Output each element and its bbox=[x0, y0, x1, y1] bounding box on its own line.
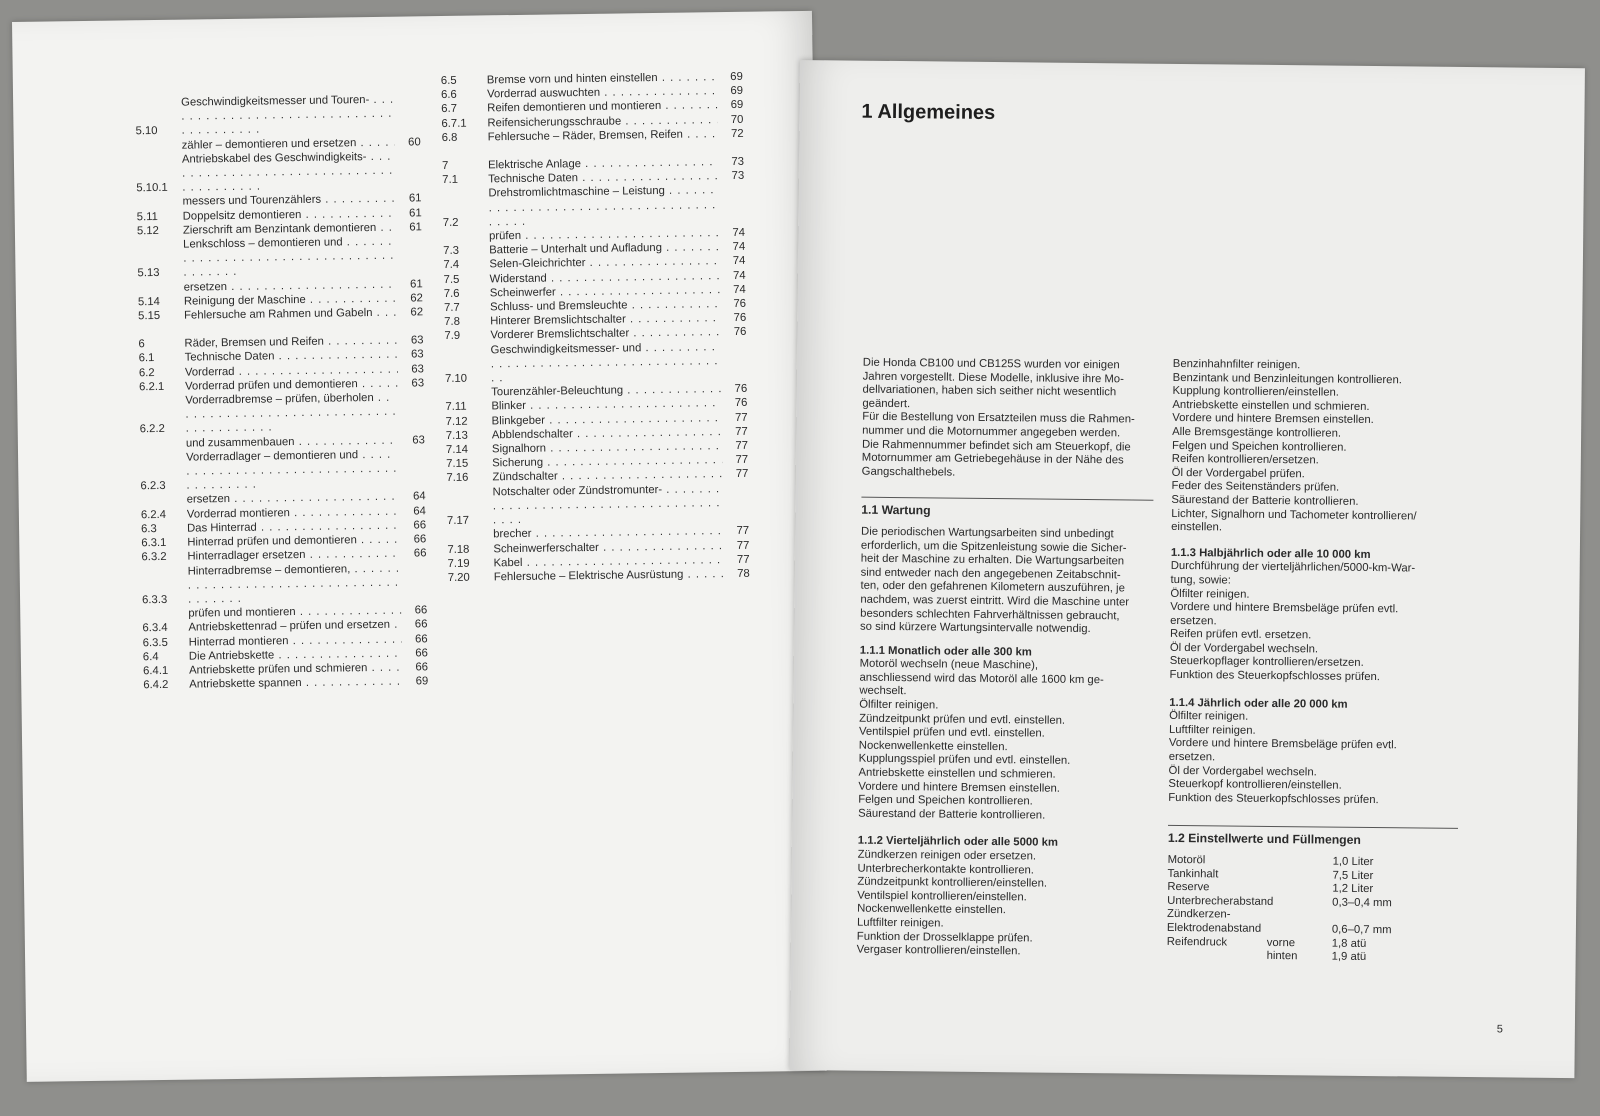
text-line: Zündzeitpunkt kontrollieren/einstellen. bbox=[857, 875, 1048, 890]
spec-sub-label: hinten bbox=[1266, 950, 1298, 963]
text-line: Nockenwellenkette einstellen. bbox=[857, 903, 1007, 917]
text-line: Säurestand der Batterie kontrollieren. bbox=[1171, 493, 1359, 508]
toc-page: 77 bbox=[736, 539, 750, 552]
toc-page: 74 bbox=[732, 226, 746, 239]
text-line: Die Honda CB100 und CB125S wurden vor einigen bbox=[862, 356, 1120, 372]
toc-number: 6.4.1 bbox=[142, 664, 169, 678]
toc-title: Sicherung . . . bbox=[492, 453, 722, 470]
toc-page: 66 bbox=[415, 646, 428, 660]
spec-value: 1,8 atü bbox=[1331, 937, 1367, 950]
text-line: Ventilspiel kontrollieren/einstellen. bbox=[857, 889, 1027, 904]
text-line: besonders schlechten Fahrverhältnissen gebraucht, bbox=[860, 607, 1120, 622]
toc-title: Scheinwerfer . . . bbox=[490, 283, 720, 300]
spec-value: 1,2 Liter bbox=[1332, 882, 1374, 896]
text-line: Reifen kontrollieren/ersetzen. bbox=[1171, 453, 1319, 467]
section-1-1-2-list bbox=[857, 849, 1150, 961]
text-line: heit der Maschine zu erhalten. Die Wartungsarbeiten bbox=[860, 552, 1125, 568]
spec-value: 7,5 Liter bbox=[1332, 869, 1374, 882]
toc-title: Notschalter oder Zündstromunter- . . . bbox=[493, 482, 724, 528]
toc-number: 7.3 bbox=[443, 245, 460, 258]
toc-title: Elektrische Anlage . . . bbox=[488, 155, 718, 172]
toc-row bbox=[447, 481, 750, 528]
text-line: dellvariationen, haben sich seither nicht wesentlich bbox=[862, 383, 1117, 399]
toc-number: 5.15 bbox=[138, 310, 161, 323]
toc-title: Geschwindigkeitsmesser und Touren- . . . bbox=[181, 93, 395, 139]
toc-row bbox=[135, 92, 421, 139]
toc-number: 7 bbox=[441, 159, 449, 173]
text-line: Alle Bremsgestänge kontrollieren. bbox=[1172, 425, 1342, 440]
spec-value: 1,0 Liter bbox=[1332, 855, 1374, 869]
text-line: nachdem, was zuerst eintritt. Wird die Maschine unter bbox=[860, 593, 1130, 609]
text-line: so sind kürzere Wartungsintervalle notwendig. bbox=[860, 620, 1091, 636]
spec-label: Motoröl bbox=[1167, 853, 1206, 867]
text-line: Ventilspiel prüfen und evtl. einstellen. bbox=[858, 725, 1045, 740]
toc-page: 77 bbox=[736, 553, 750, 566]
section-heading-1-1: 1.1 Wartung bbox=[861, 497, 1153, 521]
text-line: Zündkerzen reinigen oder ersetzen. bbox=[857, 848, 1037, 863]
text-line: Funktion des Steuerkopfschlosses prüfen. bbox=[1169, 668, 1381, 684]
toc-number: 6.3.2 bbox=[141, 551, 167, 564]
toc-number: 7.11 bbox=[445, 401, 467, 414]
toc-page: 69 bbox=[415, 675, 429, 688]
toc-number: 7.13 bbox=[445, 429, 468, 442]
toc-page: 66 bbox=[413, 519, 427, 532]
spec-label: Zündkerzen- bbox=[1167, 908, 1231, 921]
toc-page: 77 bbox=[736, 525, 750, 538]
toc-title: Vorderradlager – demontieren und . . . bbox=[186, 448, 400, 494]
toc-number: 6.2 bbox=[138, 366, 155, 379]
toc-number: 6.7 bbox=[441, 103, 458, 116]
toc-title: Reifen demontieren und montieren . . . bbox=[487, 99, 717, 116]
text-line: Felgen und Speichen kontrollieren. bbox=[1171, 439, 1347, 454]
text-line: Antriebskette einstellen und schmieren. bbox=[1172, 398, 1370, 413]
toc-page: 77 bbox=[735, 468, 749, 481]
toc-title: Fehlersuche – Elektrische Ausrüstung . . . bbox=[494, 567, 724, 584]
toc-title: prüfen . . . bbox=[489, 226, 719, 243]
toc-number: 7.10 bbox=[444, 372, 468, 386]
toc-title: Geschwindigkeitsmesser- und . . . bbox=[491, 340, 722, 386]
toc-number: 7.1 bbox=[442, 174, 459, 187]
toc-page: 76 bbox=[733, 297, 747, 311]
section-heading-1-1-2: 1.1.2 Vierteljährlich oder alle 5000 km bbox=[857, 835, 1059, 850]
section-heading-1-2: 1.2 Einstellwerte und Füllmengen bbox=[1168, 825, 1458, 849]
toc-page: 66 bbox=[414, 618, 428, 631]
text-line: Luftfilter reinigen. bbox=[856, 916, 944, 930]
toc-title: Drehstromlichtmaschine – Leistung . . . bbox=[488, 184, 719, 230]
toc-number: 7.15 bbox=[446, 457, 469, 471]
toc-title: Räder, Bremsen und Reifen . . . bbox=[184, 334, 397, 351]
text-line: ersetzen. bbox=[1170, 614, 1217, 628]
text-line: Die periodischen Wartungsarbeiten sind unbedingt bbox=[861, 525, 1114, 541]
toc-title: Das Hinterrad . . . bbox=[187, 519, 400, 536]
toc-title: Widerstand . . . bbox=[490, 269, 720, 286]
chapter-title: 1 Allgemeines bbox=[861, 100, 996, 125]
spec-label: Reserve bbox=[1167, 881, 1210, 894]
spec-label: Reifendruck bbox=[1166, 935, 1228, 949]
toc-row bbox=[139, 390, 425, 437]
toc-title: Vorderer Bremslichtschalter . . . bbox=[490, 326, 720, 343]
right-page bbox=[789, 60, 1585, 1078]
spec-value: 0,6–0,7 mm bbox=[1331, 923, 1392, 937]
toc-title: Technische Daten . . . bbox=[185, 348, 398, 365]
text-line: tung, sowie: bbox=[1170, 573, 1231, 587]
text-line: Felgen und Speichen kontrollieren. bbox=[858, 793, 1033, 808]
toc-title: messers und Tourenzählers . . . bbox=[182, 192, 395, 209]
toc-title: Antriebskette prüfen und schmieren . . . bbox=[189, 661, 402, 678]
section-heading-1-1-1: 1.1.1 Monatlich oder alle 300 km bbox=[859, 644, 1032, 659]
toc-page: 66 bbox=[414, 604, 428, 617]
toc-page: 73 bbox=[731, 155, 745, 168]
toc-row bbox=[442, 183, 745, 230]
toc-number: 7.9 bbox=[444, 330, 461, 343]
toc-title: Hinterer Bremslichtschalter . . . bbox=[490, 311, 720, 328]
toc-page: 66 bbox=[414, 632, 428, 645]
toc-page: 63 bbox=[411, 377, 425, 390]
toc-page: 69 bbox=[730, 85, 744, 98]
spec-label: Unterbrecherabstand bbox=[1167, 894, 1274, 908]
toc-number: 6.2.4 bbox=[140, 508, 167, 521]
toc-number: 6.3.4 bbox=[142, 622, 168, 635]
toc-page: 77 bbox=[735, 454, 749, 467]
toc-page: 77 bbox=[734, 411, 748, 424]
text-line: Motoröl wechseln (neue Maschine), bbox=[859, 657, 1039, 672]
text-line: Kupplung kontrollieren/einstellen. bbox=[1172, 385, 1340, 399]
toc-page: 64 bbox=[413, 504, 426, 518]
toc-title: und zusammenbauen . . . bbox=[186, 433, 399, 450]
toc-number: 7.12 bbox=[445, 415, 468, 428]
toc-title: Selen-Gleichrichter . . . bbox=[489, 255, 719, 272]
toc-row bbox=[137, 234, 423, 281]
toc-page: 62 bbox=[410, 292, 423, 305]
toc-number: 7.18 bbox=[447, 543, 470, 556]
toc-title: Schluss- und Bremsleuchte . . . bbox=[490, 297, 720, 314]
toc-number: 7.8 bbox=[444, 316, 461, 329]
text-line: Luftfilter reinigen. bbox=[1168, 723, 1256, 737]
toc-number: 7.16 bbox=[446, 472, 469, 485]
toc-title: Hinterradlager ersetzen . . . bbox=[187, 547, 400, 564]
toc-number: 5.11 bbox=[136, 210, 158, 223]
toc-title: Die Antriebskette . . . bbox=[189, 646, 402, 663]
toc-page: 77 bbox=[735, 425, 748, 438]
toc-row bbox=[142, 561, 428, 608]
toc-title: Vorderrad . . . bbox=[185, 362, 398, 379]
toc-page: 66 bbox=[415, 661, 429, 674]
text-line: Benzinhahnfilter reinigen. bbox=[1172, 357, 1301, 372]
text-line: Vergaser kontrollieren/einstellen. bbox=[856, 943, 1021, 958]
toc-title: Vorderrad auswuchten . . . bbox=[487, 84, 717, 101]
text-line: Steuerkopflager kontrollieren/ersetzen. bbox=[1169, 655, 1364, 670]
text-line: Säurestand der Batterie kontrollieren. bbox=[858, 807, 1046, 822]
section-1-1-body bbox=[860, 526, 1153, 638]
toc-number: 6.3.5 bbox=[142, 636, 168, 649]
toc-number: 7.20 bbox=[447, 571, 470, 584]
section-heading-1-1-3: 1.1.3 Halbjährlich oder alle 10 000 km bbox=[1170, 546, 1371, 561]
toc-title: Fehlersuche – Räder, Bremsen, Reifen . . . bbox=[488, 127, 718, 144]
spec-label: Tankinhalt bbox=[1167, 867, 1219, 881]
toc-number: 7.14 bbox=[445, 443, 469, 457]
toc-page: 72 bbox=[730, 127, 744, 140]
toc-page: 73 bbox=[731, 170, 745, 183]
toc-number: 7.7 bbox=[443, 301, 460, 315]
text-line: Ölfilter reinigen. bbox=[1169, 710, 1249, 723]
toc-title: Kabel . . . bbox=[494, 553, 724, 570]
toc-row bbox=[136, 149, 422, 196]
toc-number: 6.4 bbox=[142, 650, 159, 663]
text-line: Die Rahmennummer befindet sich am Steuerkopf, die bbox=[861, 438, 1131, 454]
text-line: Motornummer am Getriebegehäuse in der Nähe des bbox=[861, 451, 1124, 467]
text-line: Lichter, Signalhorn und Tachometer kontrollieren/ bbox=[1171, 507, 1417, 523]
spec-sub-label: vorne bbox=[1266, 936, 1296, 949]
toc-number: 5.10.1 bbox=[136, 182, 168, 195]
toc-page: 78 bbox=[737, 567, 750, 580]
text-line: sind entweder nach den angegebenen Zeitabschnit- bbox=[860, 566, 1121, 582]
toc-page: 66 bbox=[413, 547, 427, 560]
toc-number: 6.4.2 bbox=[143, 679, 169, 692]
toc-title: Vorderradbremse – prüfen, überholen . . . bbox=[185, 391, 399, 437]
text-line: Vordere und hintere Bremsen einstellen. bbox=[858, 780, 1061, 795]
toc-page: 63 bbox=[412, 433, 425, 447]
section-1-1-4-list bbox=[1168, 710, 1459, 808]
toc-number: 6.5 bbox=[440, 74, 457, 88]
toc-page: 74 bbox=[732, 241, 746, 254]
text-line: Kupplungsspiel prüfen und evtl. einstellen. bbox=[858, 753, 1071, 768]
toc-number: 6 bbox=[138, 338, 145, 351]
toc-title: Tourenzähler-Beleuchtung . . . bbox=[491, 382, 721, 399]
toc-page: 70 bbox=[730, 113, 744, 126]
toc-title: Batterie – Unterhalt und Aufladung . . . bbox=[489, 240, 719, 257]
toc-number: 6.3.1 bbox=[141, 536, 167, 550]
toc-title: Abblendschalter . . . bbox=[492, 425, 722, 442]
text-line: ten, oder den gefahrenen Kilometern auszuführen, je bbox=[860, 579, 1125, 595]
toc-number: 6.1 bbox=[138, 352, 155, 365]
text-column-1 bbox=[857, 357, 1155, 961]
text-line: Funktion der Drosselklappe prüfen. bbox=[856, 930, 1033, 945]
toc-page: 74 bbox=[733, 283, 746, 296]
toc-title: Reinigung der Maschine . . . bbox=[184, 291, 397, 308]
text-line: anschliessend wird das Motoröl alle 1600 km ge- bbox=[859, 671, 1104, 687]
toc-number: 6.2.3 bbox=[140, 480, 166, 493]
text-line: Öl der Vordergabel prüfen. bbox=[1171, 466, 1305, 481]
spec-label: Elektrodenabstand bbox=[1166, 921, 1262, 935]
toc-title: ersetzen . . . bbox=[187, 490, 400, 507]
toc-number: 7.6 bbox=[443, 287, 460, 300]
toc-title: Bremse vorn und hinten einstellen . . . bbox=[487, 70, 717, 87]
toc-number: 7.19 bbox=[447, 557, 470, 570]
text-line: Antriebskette einstellen und schmieren. bbox=[858, 766, 1056, 781]
text-line: Öl der Vordergabel wechseln. bbox=[1169, 641, 1319, 656]
text-line: Vordere und hintere Bremsen einstellen. bbox=[1172, 412, 1374, 427]
toc-title: Scheinwerferschalter . . . bbox=[493, 539, 723, 556]
text-line: nummer und die Motornummer angegeben werden. bbox=[862, 424, 1121, 440]
toc-page: 66 bbox=[413, 533, 427, 546]
toc-number: 5.13 bbox=[137, 267, 160, 280]
text-line: Reifen prüfen evtl. ersetzen. bbox=[1169, 628, 1312, 642]
left-page bbox=[12, 11, 827, 1082]
toc-title: Antriebskabel des Geschwindigkeits- . . . bbox=[182, 149, 396, 195]
toc-page: 69 bbox=[730, 70, 743, 83]
spec-value: 1,9 atü bbox=[1331, 950, 1367, 964]
text-line: Jahren vorgestellt. Diese Modelle, inklusive ihre Mo- bbox=[862, 370, 1124, 386]
toc-title: Signalhorn . . . bbox=[492, 439, 722, 456]
text-line: Zündzeitpunkt prüfen und evtl. einstellen. bbox=[859, 712, 1066, 727]
toc-title: Hinterrad prüfen und demontieren . . . bbox=[187, 533, 400, 550]
toc-number: 6.7.1 bbox=[441, 117, 467, 130]
toc-page: 64 bbox=[413, 490, 426, 503]
toc-title: brecher . . . bbox=[493, 524, 723, 541]
specs-table bbox=[1167, 854, 1458, 966]
text-column-2 bbox=[1167, 358, 1463, 966]
toc-row bbox=[448, 567, 750, 585]
toc-title: Hinterradbremse – demontieren, . . . bbox=[188, 561, 402, 607]
toc-page: 61 bbox=[409, 206, 422, 220]
toc-page: 77 bbox=[735, 439, 749, 453]
text-line: Ölfilter reinigen. bbox=[859, 698, 939, 712]
toc-row bbox=[143, 674, 428, 692]
toc-title: Antriebskette spannen . . . bbox=[189, 675, 402, 692]
text-line: Gangschalthebels. bbox=[861, 465, 956, 479]
section-1-1-1-list bbox=[858, 658, 1152, 824]
text-line: Funktion des Steuerkopfschlosses prüfen. bbox=[1168, 791, 1379, 806]
toc-number: 6.8 bbox=[441, 131, 458, 144]
toc-page: 76 bbox=[734, 397, 748, 410]
text-line: geändert. bbox=[862, 397, 911, 410]
section-heading-1-1-4: 1.1.4 Jährlich oder alle 20 000 km bbox=[1169, 696, 1348, 711]
toc-title: Doppelsitz demontieren . . . bbox=[183, 206, 396, 223]
toc-title: ersetzen . . . bbox=[184, 277, 397, 294]
text-line: erforderlich, um die Spitzenleistung sowie die Sicher- bbox=[860, 539, 1127, 554]
toc-row bbox=[445, 339, 748, 386]
page-number: 5 bbox=[1496, 1023, 1503, 1036]
toc-title: Reifensicherungsschraube . . . bbox=[487, 113, 717, 130]
spec-label bbox=[1167, 949, 1267, 964]
toc-title: Vorderrad prüfen und demontieren . . . bbox=[185, 377, 398, 394]
toc-number: 7.5 bbox=[443, 273, 460, 286]
toc-title: Zierschrift am Benzintank demontieren . . . bbox=[183, 220, 396, 237]
toc-page: 76 bbox=[733, 312, 747, 325]
toc-title: Hinterrad montieren . . . bbox=[189, 632, 402, 649]
text-line: Nockenwellenkette einstellen. bbox=[858, 739, 1008, 754]
toc-number: 7.17 bbox=[446, 514, 470, 528]
toc-column-left bbox=[135, 92, 428, 692]
toc-title: Blinker . . . bbox=[491, 397, 721, 414]
toc-page: 76 bbox=[734, 383, 748, 396]
text-line: Steuerkopf kontrollieren/einstellen. bbox=[1168, 778, 1342, 792]
toc-number: 5.12 bbox=[136, 224, 160, 238]
text-line: wechselt. bbox=[859, 685, 907, 698]
toc-page: 63 bbox=[411, 348, 424, 361]
toc-number: 6.6 bbox=[440, 89, 457, 102]
toc-number: 6.3 bbox=[141, 522, 157, 536]
text-line: Vordere und hintere Bremsbeläge prüfen evtl. bbox=[1170, 601, 1399, 616]
toc-title: Blinkgeber . . . bbox=[492, 411, 722, 428]
toc-title: Zündschalter . . . bbox=[492, 468, 722, 485]
toc-title: Antriebskettenrad – prüfen und ersetzen . . . bbox=[188, 618, 401, 635]
toc-page: 61 bbox=[410, 277, 423, 291]
toc-title: zähler – demontieren und ersetzen . . . bbox=[182, 135, 395, 152]
toc-title: Lenkschloss – demontieren und . . . bbox=[183, 235, 397, 281]
toc-title: Technische Daten . . . bbox=[488, 169, 718, 186]
toc-number: 6.3.3 bbox=[142, 593, 168, 607]
toc-page: 63 bbox=[410, 334, 424, 347]
text-line: ersetzen. bbox=[1168, 750, 1216, 764]
toc-number: 6.2.2 bbox=[139, 423, 165, 436]
toc-page: 61 bbox=[409, 221, 422, 234]
toc-page: 63 bbox=[411, 362, 424, 376]
toc-page: 61 bbox=[408, 192, 422, 205]
toc-number: 5.14 bbox=[137, 295, 161, 309]
toc-row bbox=[140, 447, 426, 494]
toc-number: 6.2.1 bbox=[139, 380, 165, 394]
maintenance-list-continued bbox=[1171, 358, 1463, 538]
spec-row bbox=[1167, 949, 1457, 966]
text-line: einstellen. bbox=[1171, 521, 1223, 534]
toc-column-right bbox=[441, 70, 750, 585]
text-line: Unterbrecherkontakte kontrollieren. bbox=[857, 862, 1035, 877]
text-line: Ölfilter reinigen. bbox=[1170, 587, 1250, 601]
text-line: Öl der Vordergabel wechseln. bbox=[1168, 764, 1317, 779]
toc-number: 7.4 bbox=[443, 259, 460, 272]
toc-number: 5.10 bbox=[135, 125, 158, 138]
toc-page: 74 bbox=[732, 255, 746, 268]
toc-number: 7.2 bbox=[442, 216, 459, 229]
text-line: Für die Bestellung von Ersatzteilen muss die Rahmen- bbox=[862, 411, 1135, 426]
text-line: Feder des Seitenständers prüfen. bbox=[1171, 480, 1340, 495]
section-1-1-3-list bbox=[1170, 560, 1461, 685]
toc-title: Vorderrad montieren . . . bbox=[187, 504, 400, 521]
toc-page: 69 bbox=[730, 99, 744, 112]
toc-page: 74 bbox=[732, 269, 746, 282]
toc-page: 60 bbox=[408, 135, 421, 149]
text-line: Benzintank und Benzinleitungen kontrollieren. bbox=[1172, 371, 1402, 386]
toc-page: 76 bbox=[733, 326, 747, 339]
toc-title: Fehlersuche am Rahmen und Gabeln . . . bbox=[184, 306, 397, 323]
text-line: Vordere und hintere Bremsbeläge prüfen evtl. bbox=[1168, 737, 1397, 752]
toc-title: prüfen und montieren . . . bbox=[188, 604, 401, 621]
intro-text bbox=[862, 357, 1155, 482]
spec-value: 0,3–0,4 mm bbox=[1332, 896, 1392, 910]
toc-page: 62 bbox=[410, 306, 424, 319]
text-line: Durchführung der vierteljährlichen/5000-km-War- bbox=[1170, 560, 1416, 575]
